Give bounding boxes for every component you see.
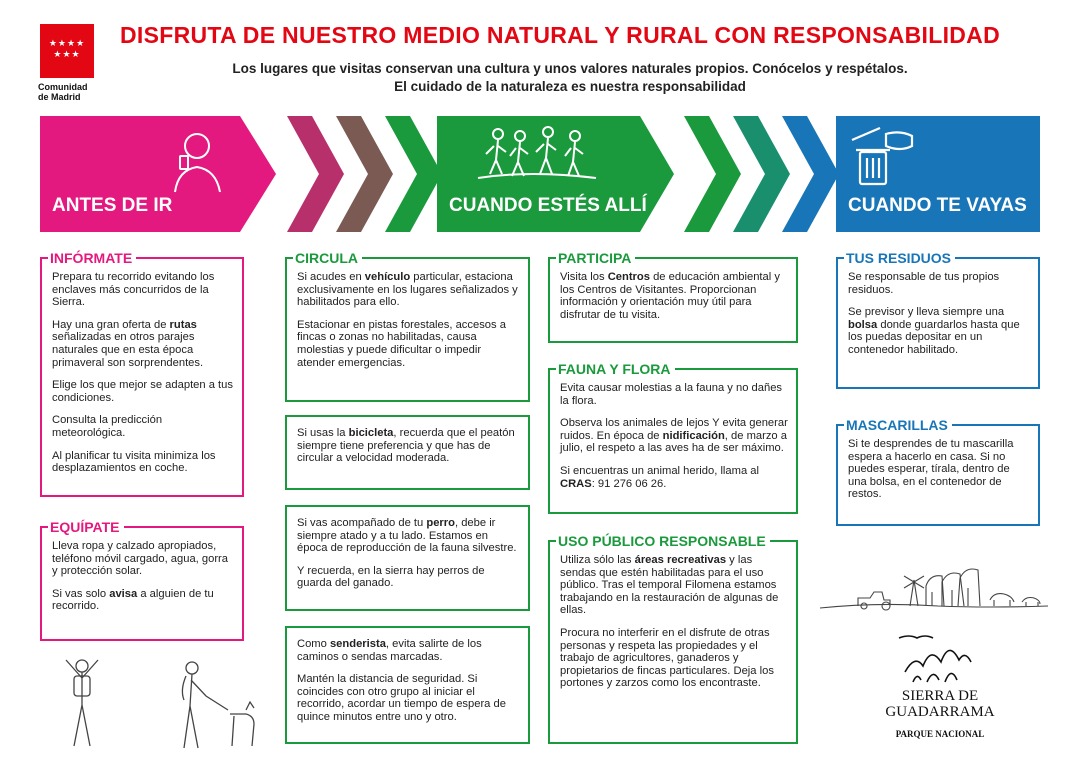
fauna-p2: Observa los animales de lejos Y evita generar ruidos. En época de nidificación, de marzo a julio, el respeto a las aves ha de ser máximo. — [560, 417, 788, 455]
perro-box — [285, 505, 530, 611]
chevron-1 — [287, 116, 344, 232]
sierra-logo-icon — [895, 632, 975, 688]
informate-p5: Al planificar tu visita minimiza los desplazamientos en coche. — [52, 449, 216, 475]
informate-title: INFÓRMATE — [48, 250, 136, 266]
senderista-box — [285, 626, 530, 744]
circula-title: CIRCULA — [293, 250, 362, 266]
hikers-illustration — [40, 650, 280, 754]
subtitle-line2: El cuidado de la naturaleza es nuestra responsabilidad — [394, 79, 746, 94]
fauna-flora-title: FAUNA Y FLORA — [556, 361, 675, 377]
fauna-flora-box — [548, 361, 798, 514]
bicicleta-text: Si usas la bicicleta, recuerda que el peatón siempre tiene preferencia y que has de circular a velocidad moderada. — [297, 427, 515, 465]
participa-title: PARTICIPA — [556, 250, 635, 266]
circula-box — [285, 250, 530, 402]
chevron-6 — [782, 116, 839, 232]
bicicleta-box — [285, 415, 530, 490]
perro-p1: Si vas acompañado de tu perro, debe ir siempre atado y a tu lado. Estamos en época de reproducción de la fauna silvestre. — [297, 517, 517, 555]
phase-during-label: CUANDO ESTÉS ALLÍ — [449, 195, 647, 216]
page-title: DISFRUTA DE NUESTRO MEDIO NATURAL Y RURAL CON RESPONSABILIDAD — [120, 22, 1000, 48]
chevron-2 — [336, 116, 393, 232]
residuos-p1: Se responsable de tus propios residuos. — [848, 271, 1000, 296]
participa-text: Visita los Centros de educación ambiental y los Centros de Visitantes. Proporcionan información y orientación muy útil para disfrutar de tu visita. — [560, 271, 780, 321]
informate-p3: Elige los que mejor se adapten a tus condiciones. — [52, 379, 233, 404]
phase-before — [40, 116, 240, 231]
senderista-p1: Como senderista, evita salirte de los caminos o sendas marcadas. — [297, 638, 482, 663]
chevron-5 — [733, 116, 790, 232]
sierra-line1: SIERRA DE — [901, 688, 979, 704]
circula-p1: Si acudes en vehículo particular, estaciona exclusivamente en los lugares señalizados y habilitados para ello. — [297, 271, 518, 309]
subtitle-line1: Los lugares que visitas conservan una cultura y unos valores naturales propios. Conócelos y respétalos. — [232, 61, 908, 76]
circula-p2: Estacionar en pistas forestales, accesos a fincas o zonas no habilitadas, causa molestias y puede dificultar o impedir atender emergencias. — [297, 318, 506, 369]
chevron-3 — [385, 116, 442, 232]
informate-p2: Hay una gran oferta de rutas señalizadas en otros parajes naturales que en esta época primaveral son sorprendentes. — [52, 318, 204, 369]
equipate-title: EQUÍPATE — [48, 519, 124, 535]
phase-during — [437, 116, 647, 231]
fauna-p3: Si encuentras un animal herido, llama al CRAS: 91 276 06 26. — [560, 464, 759, 490]
uso-p1: Utiliza sólo las áreas recreativas y las sendas que estén habilitadas para el uso público. Tras el temporal Filomena estamos trabajando en la restauración de algunas de ellas. — [560, 554, 779, 617]
phase-before-label: ANTES DE IR — [52, 195, 173, 216]
fauna-p1: Evita causar molestias a la fauna y no dañes la flora. — [560, 382, 783, 407]
residuos-title: TUS RESIDUOS — [844, 250, 955, 266]
uso-publico-box — [548, 533, 798, 744]
senderista-p2: Mantén la distancia de seguridad. Si coincides con otro grupo al iniciar el recorrido, acordar un tiempo de espera de quince minutos entre uno y otro. — [297, 673, 506, 723]
residuos-box — [836, 250, 1040, 389]
sierra-line3: PARQUE NACIONAL — [895, 729, 985, 739]
mascarillas-title: MASCARILLAS — [844, 417, 952, 433]
hiker-raising-arms-icon — [66, 660, 98, 746]
logo-text-line2: de Madrid — [38, 92, 81, 102]
sierra-line2: GUADARRAMA — [885, 704, 995, 720]
uso-publico-title: USO PÚBLICO RESPONSABLE — [556, 533, 770, 549]
logo-stars: ★★★★ ★★★ — [48, 38, 86, 59]
perro-p2: Y recuerda, en la sierra hay perros de guarda del ganado. — [297, 564, 485, 590]
person-with-dog-icon — [182, 662, 254, 748]
phase-after — [836, 116, 1040, 231]
chevron-4 — [684, 116, 741, 232]
mascarillas-box — [836, 417, 1040, 526]
equipate-p1: Lleva ropa y calzado apropiados, teléfono móvil cargado, agua, gorra y protección solar. — [52, 540, 229, 578]
uso-p2: Procura no interferir en el disfrute de otras personas y respeta las propiedades y el trabajo de agricultores, ganaderos y propietarios de fincas particulares. Deja los portones y zarzos como los encontraste. — [560, 626, 774, 690]
logo-text-line1: Comunidad — [38, 82, 88, 92]
residuos-p2: Se previsor y lleva siempre una bolsa donde guardarlos hasta que los puedas depositar en un contenedor habilitado. — [848, 306, 1020, 356]
page-subtitle — [120, 60, 1020, 96]
sierra-guadarrama-logo — [860, 688, 1020, 741]
informate-p4: Consulta la predicción meteorológica. — [52, 414, 163, 439]
informate-box — [40, 250, 244, 497]
farm-animals-icon — [818, 552, 1050, 612]
mascarillas-p1: Si te desprendes de tu mascarilla espera a hacerlo en casa. Si no puedes esperar, tírala, dentro de una bolsa, en el contenedor de restos. — [848, 438, 1014, 501]
equipate-p2: Si vas solo avisa a alguien de tu recorrido. — [52, 587, 214, 613]
logo-text — [38, 82, 108, 102]
phase-after-label: CUANDO TE VAYAS — [848, 195, 1027, 216]
participa-box — [548, 250, 798, 343]
equipate-box — [40, 519, 244, 641]
informate-p1: Prepara tu recorrido evitando los enclaves más concurridos de la Sierra. — [52, 271, 215, 309]
